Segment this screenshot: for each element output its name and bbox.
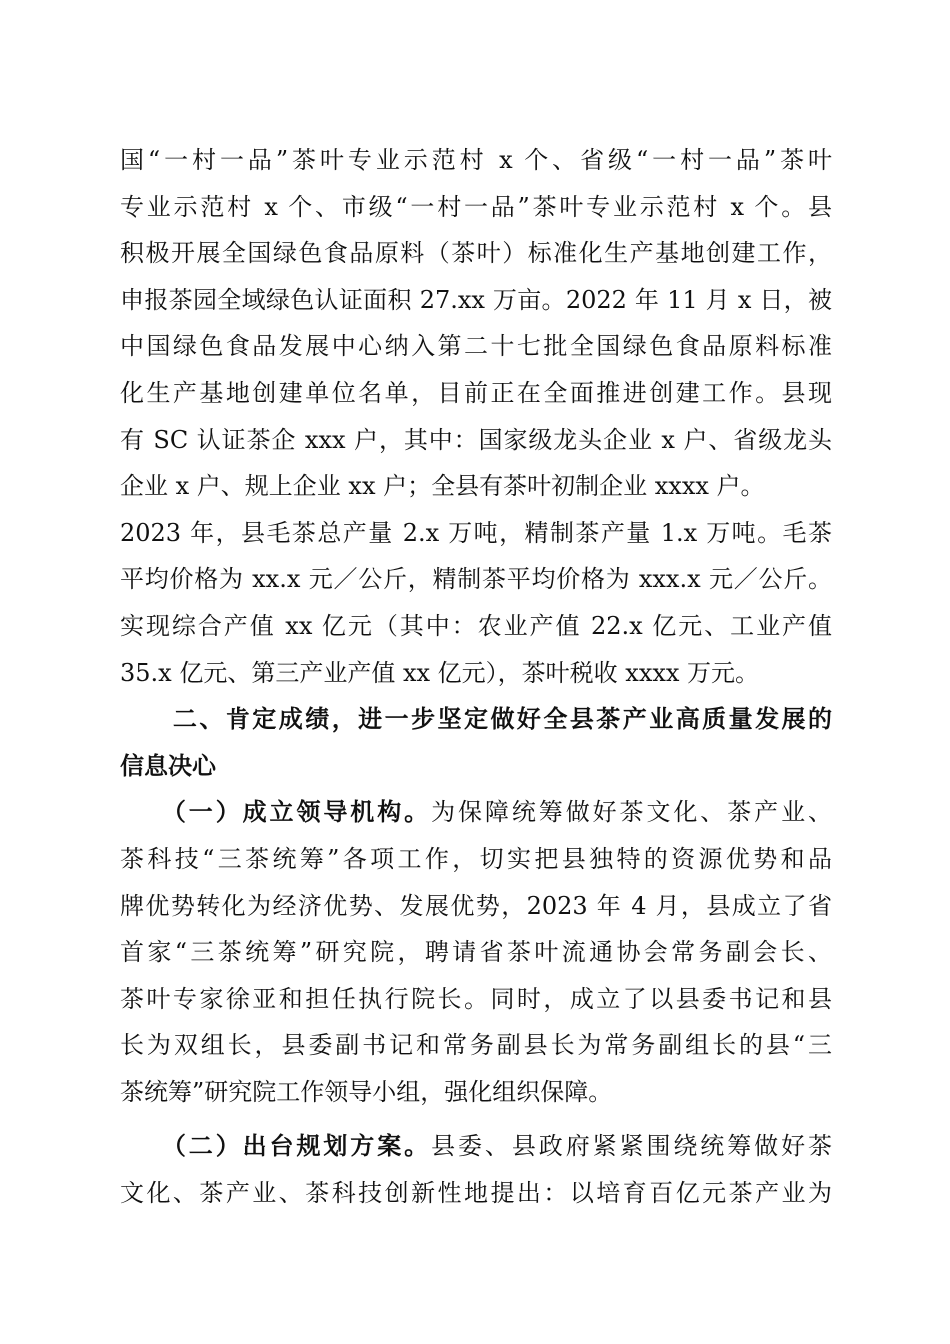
text-line: 35.x 亿元、第三产业产值 xx 亿元），茶叶税收 xxxx 万元。 [120,658,760,687]
text-line: 化生产基地创建单位名单，目前正在全面推进创建工作。县现 [120,378,832,407]
text-line: 长为双组长，县委副书记和常务副县长为常务副组长的县“三 [120,1031,832,1060]
text-line: 申报茶园全域绿色认证面积 27.xx 万亩。2022 年 11 月 x 日，被 [120,285,832,314]
text-line [120,1123,832,1170]
paragraph-spacer [120,1115,832,1123]
text-line: 专业示范村 x 个、市级“一村一品”茶叶专业示范村 x 个。县 [120,192,832,221]
item-text: 县委、县政府紧紧围绕统筹做好茶 [431,1132,832,1161]
text-line: 2023 年，县毛茶总产量 2.x 万吨，精制茶产量 1.x 万吨。毛茶 [120,518,832,547]
text-line: 文化、茶产业、茶科技创新性地提出：以培育百亿元茶产业为 [120,1179,832,1208]
text-line: 国“一村一品”茶叶专业示范村 x 个、省级“一村一品”茶叶 [120,146,832,174]
item-lead-2: （二）出台规划方案。 [120,1132,432,1161]
heading-line: 二、肯定成绩，进一步坚定做好全县茶产业高质量发展的 [120,705,832,734]
text-line: 平均价格为 xx.x 元／公斤，精制茶平均价格为 xxx.x 元／公斤。 [120,565,832,594]
paragraph-item-1 [120,789,832,1115]
text-line: 茶叶专家徐亚和担任执行院长。同时，成立了以县委书记和县 [120,984,832,1013]
text-line: 有 SC 认证茶企 xxx 户，其中：国家级龙头企业 x 户、省级龙头 [120,425,832,454]
document-body [120,137,832,1217]
text-line: 牌优势转化为经济优势、发展优势，2023 年 4 月，县成立了省 [120,891,832,920]
text-line: 首家“三茶统筹”研究院，聘请省茶叶流通协会常务副会长、 [120,938,832,967]
text-line: 实现综合产值 xx 亿元（其中：农业产值 22.x 亿元、工业产值 [120,611,832,640]
text-line: 中国绿色食品发展中心纳入第二十七批全国绿色食品原料标准 [120,332,832,361]
item-lead-1: （一）成立领导机构。 [120,798,432,827]
item-text: 为保障统筹做好茶文化、茶产业、 [431,798,832,827]
text-line: 茶科技“三茶统筹”各项工作，切实把县独特的资源优势和品 [120,844,832,873]
text-line: 企业 x 户、规上企业 xx 户；全县有茶叶初制企业 xxxx 户。 [120,472,765,501]
heading-line: 信息决心 [120,751,216,780]
text-line: 茶统筹”研究院工作领导小组，强化组织保障。 [120,1077,613,1106]
text-line [120,789,832,836]
section-heading-2 [120,696,832,789]
text-line: 积极开展全国绿色食品原料（茶叶）标准化生产基地创建工作， [120,239,832,268]
paragraph-item-2 [120,1123,832,1216]
paragraph-industry-overview [120,137,832,696]
